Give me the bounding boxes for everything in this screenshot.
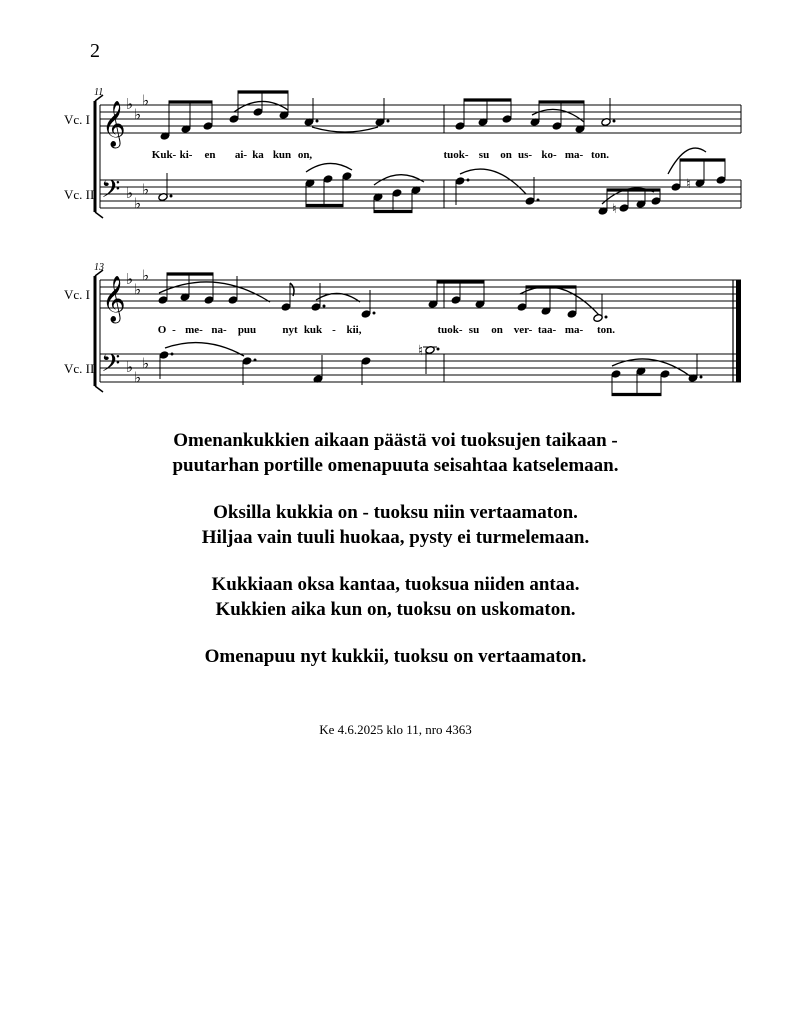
lyric-syllable: ko- — [541, 149, 557, 161]
dot — [605, 316, 608, 319]
part-label-vc2: Vc. II — [64, 187, 95, 202]
lyric-syllable: ton. — [590, 149, 610, 161]
natural-icon: ♮ — [686, 176, 691, 191]
lyric-syllable: O — [157, 324, 167, 336]
verse-line: Kukkien aika kun on, tuoksu on uskomaton. — [215, 599, 576, 620]
bass-clef-icon: 𝄢 — [101, 176, 121, 209]
measure-number: 13 — [94, 262, 104, 273]
verse-line: puutarhan portille omenapuuta seisahtaa katselemaan. — [172, 455, 619, 476]
lyric-syllable: kuk — [303, 324, 323, 336]
flat-icon: ♭ — [142, 356, 150, 373]
lyric-syllable: ai- — [234, 149, 248, 161]
verse-line: Omenankukkien aikaan päästä voi tuoksujen taikaan - — [173, 430, 618, 451]
page-number: 2 — [90, 40, 100, 62]
flat-icon: ♭ — [126, 97, 134, 113]
verse-line: Omenapuu nyt kukkii, tuoksu on vertaamaton. — [204, 646, 587, 667]
dot — [373, 312, 376, 315]
lyric-syllable: ma- — [564, 324, 584, 336]
slur — [612, 359, 690, 376]
footer-date: Ke 4.6.2025 klo 11, nro 4363 — [319, 722, 472, 737]
verse-line: Hiljaa vain tuuli huokaa, pysty ei turmelemaan. — [201, 527, 590, 548]
lyric-syllable: ma- — [564, 149, 584, 161]
dot — [387, 120, 390, 123]
treble-clef-icon: 𝄞 — [102, 101, 126, 146]
flat-icon: ♭ — [126, 360, 134, 376]
verse-line: Kukkiaan oksa kantaa, tuoksua niiden antaa. — [211, 574, 580, 595]
part-label-vc1: Vc. I — [64, 112, 90, 127]
dot — [613, 120, 616, 123]
part-label-vc2: Vc. II — [64, 361, 95, 376]
verse-4 — [0, 644, 791, 669]
flat-icon: ♭ — [142, 93, 150, 110]
bass-clef-icon: 𝄢 — [101, 350, 121, 383]
lyric-syllable: me- — [185, 324, 203, 336]
measure-number: 11 — [94, 87, 104, 98]
tie — [312, 127, 378, 132]
lyric-syllable: en — [204, 149, 216, 161]
verse-line: Oksilla kukkia on - tuoksu niin vertaamaton. — [213, 502, 578, 523]
lyric-syllable: na- — [211, 324, 227, 336]
verse-2 — [0, 500, 791, 550]
lyric-syllable: tuok- — [443, 149, 469, 161]
natural-icon: ♮ — [418, 344, 424, 359]
music-score — [0, 0, 791, 420]
lyric-syllable: nyt — [282, 324, 298, 336]
slur — [532, 109, 584, 122]
flat-icon: ♭ — [134, 370, 142, 387]
slur — [306, 163, 352, 172]
lyric-syllable: su — [468, 324, 480, 336]
lyric-syllable: Kuk- — [151, 149, 177, 161]
lyric-syllable: on — [491, 324, 503, 336]
lyric-syllable: - — [332, 324, 336, 336]
lyric-syllable: ka — [252, 149, 264, 161]
lyric-syllable: ton. — [596, 324, 616, 336]
flat-icon: ♭ — [134, 107, 142, 124]
dot — [316, 120, 319, 123]
lyric-syllable: - — [172, 324, 176, 336]
lyric-syllable: ver- — [513, 324, 533, 336]
flat-icon: ♭ — [134, 196, 142, 213]
lyric-syllable: on — [500, 149, 512, 161]
lyric-syllable: taa- — [537, 324, 557, 336]
natural-icon: ♮ — [612, 201, 617, 216]
lyric-syllable: us- — [517, 149, 533, 161]
verses — [0, 428, 791, 691]
slur — [460, 169, 526, 194]
flat-icon: ♭ — [134, 282, 142, 299]
dot — [700, 376, 703, 379]
treble-clef-icon: 𝄞 — [102, 276, 126, 321]
lyric-syllable: tuok- — [437, 324, 463, 336]
lyric-syllable: kii, — [346, 324, 362, 336]
lyric-syllable: kun — [272, 149, 292, 161]
system-1 — [64, 87, 741, 218]
flat-icon: ♭ — [126, 186, 134, 202]
dot — [254, 359, 257, 362]
flat-icon: ♭ — [126, 272, 134, 288]
lyric-syllable: su — [478, 149, 490, 161]
flat-icon: ♭ — [142, 182, 150, 199]
dot — [467, 179, 470, 182]
verse-3 — [0, 572, 791, 622]
lyric-syllable: on, — [297, 149, 313, 161]
final-barline — [736, 280, 741, 382]
lyric-syllable: puu — [237, 324, 257, 336]
dot — [537, 199, 540, 202]
verse-1 — [0, 428, 791, 478]
slur — [159, 282, 270, 302]
flat-icon: ♭ — [142, 268, 150, 285]
lyric-syllable: ki- — [179, 149, 193, 161]
dot — [437, 348, 440, 351]
bracket-bottom — [95, 212, 103, 218]
system-2 — [64, 262, 741, 396]
part-label-vc1: Vc. I — [64, 287, 90, 302]
dot — [323, 305, 326, 308]
bracket-bottom — [95, 386, 103, 392]
dot — [170, 195, 173, 198]
dot — [171, 353, 174, 356]
